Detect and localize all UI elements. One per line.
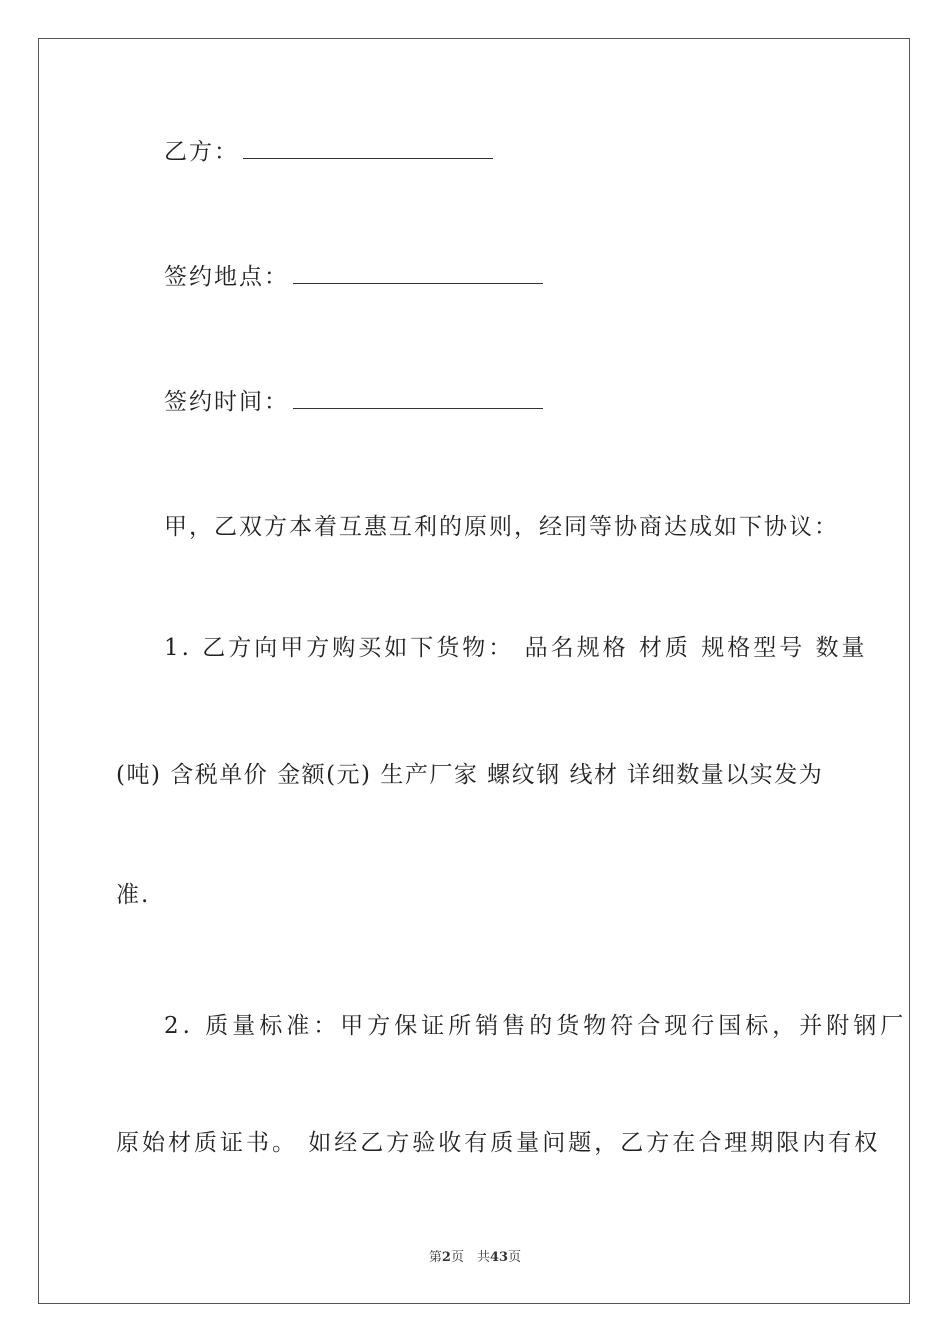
sign-place-field	[164, 261, 543, 292]
sign-time-label: 签约时间：	[164, 389, 289, 415]
sign-time-field	[164, 386, 543, 417]
party-b-field	[164, 136, 493, 167]
footer-total-pages: 43	[489, 1250, 509, 1265]
clause1-line2: (吨) 含税单价 金额(元) 生产厂家 螺纹钢 线材 详细数量以实发为	[116, 762, 824, 788]
intro-paragraph: 甲，乙双方本着互惠互利的原则，经同等协商达成如下协议：	[164, 514, 839, 540]
clause1-line3: 准.	[116, 882, 151, 908]
party-b-blank	[243, 136, 493, 159]
page-footer	[0, 1246, 950, 1265]
footer-mid: 页 共	[450, 1250, 490, 1265]
sign-place-label: 签约地点：	[164, 264, 289, 290]
clause2-line1: 2. 质量标准：甲方保证所销售的货物符合现行国标，并附钢厂	[164, 1013, 908, 1039]
sign-time-blank	[293, 386, 543, 409]
footer-prefix: 第	[428, 1250, 442, 1265]
footer-suffix: 页	[508, 1250, 522, 1265]
clause1-line1: 1. 乙方向甲方购买如下货物： 品名规格 材质 规格型号 数量	[164, 635, 868, 661]
sign-place-blank	[293, 261, 543, 284]
page-frame	[38, 38, 910, 1304]
party-b-label: 乙方：	[164, 139, 239, 165]
footer-current-page: 2	[441, 1250, 451, 1265]
clause2-line2: 原始材质证书。 如经乙方验收有质量问题，乙方在合理期限内有权	[116, 1130, 881, 1156]
